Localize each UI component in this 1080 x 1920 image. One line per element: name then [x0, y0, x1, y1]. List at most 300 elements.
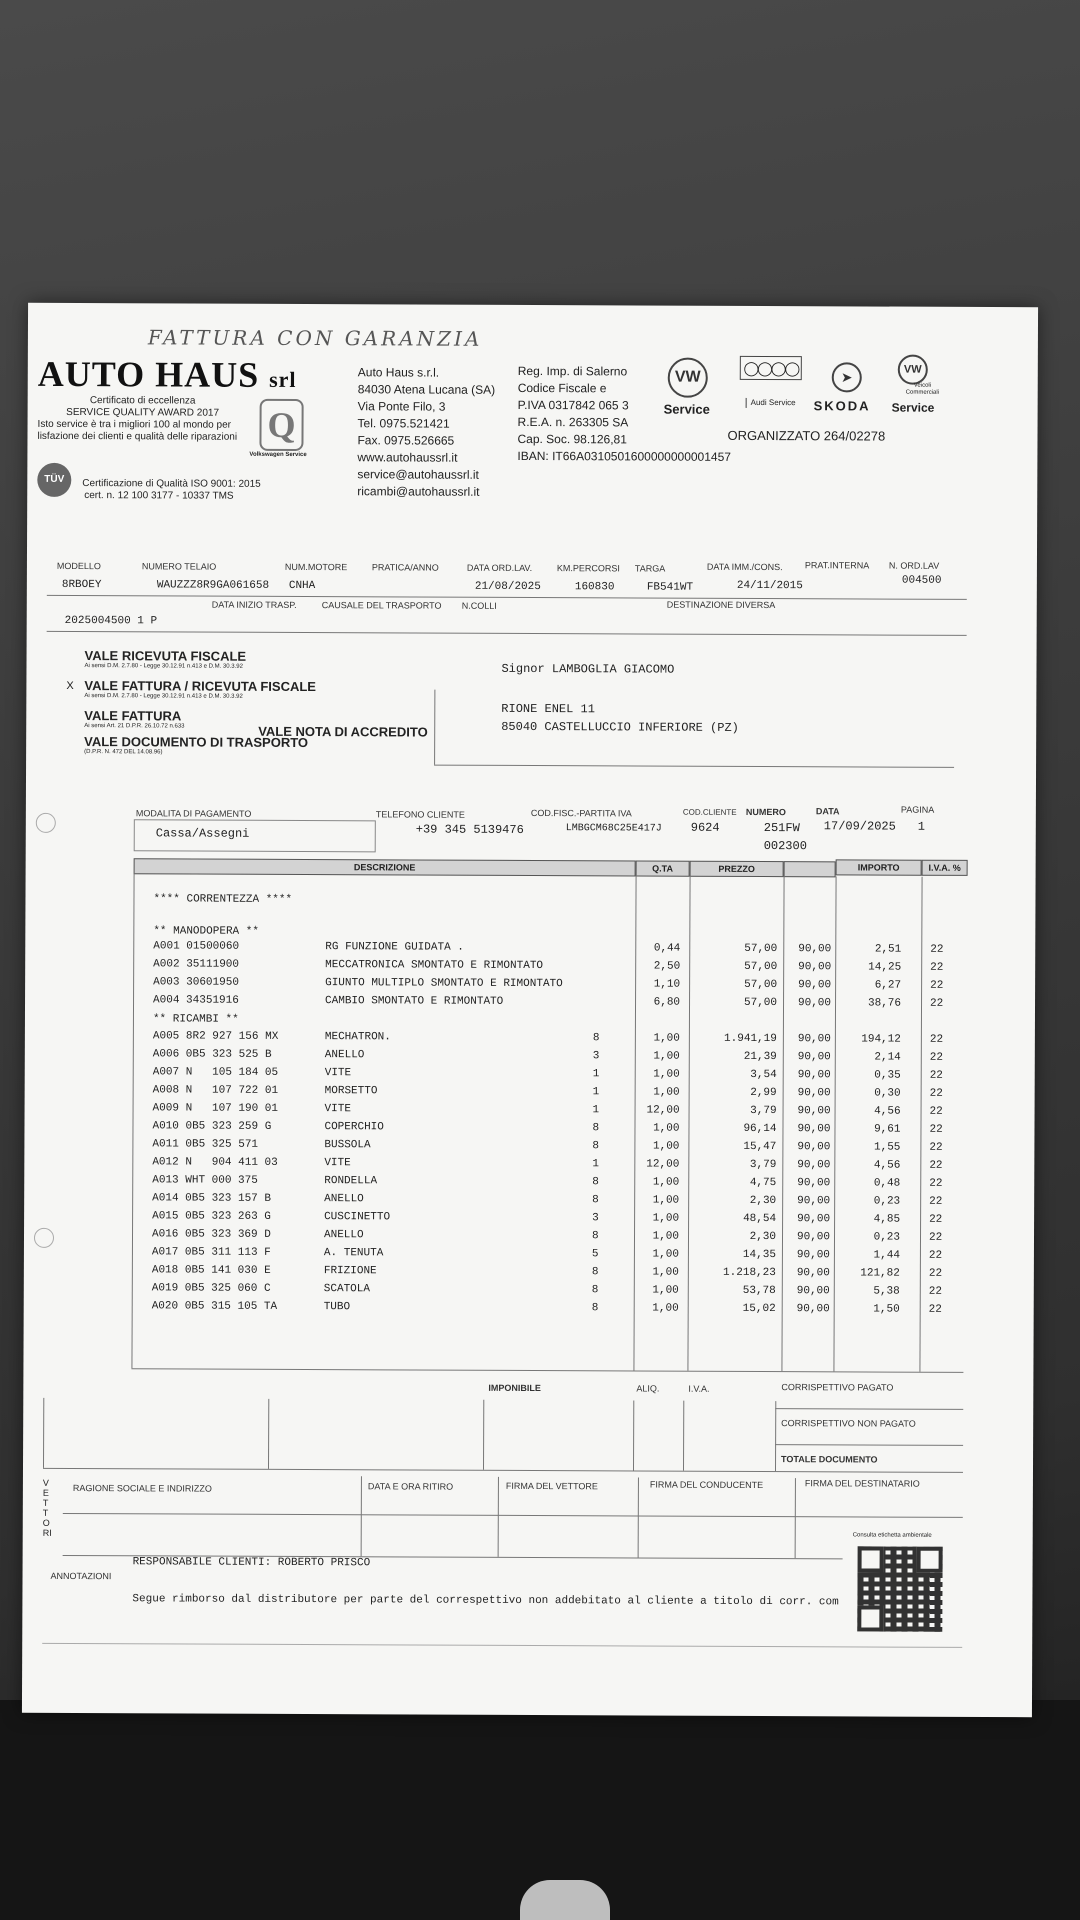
qr-finder	[857, 1605, 883, 1631]
award-line: Isto service è tra i migliori 100 al mondo per	[37, 418, 231, 431]
row-iva: 22	[928, 1249, 943, 1262]
grid-line	[795, 1478, 796, 1558]
row-prezzo: 57,00	[743, 996, 778, 1010]
row-category: 8	[592, 1140, 600, 1153]
row-importo: 5,38	[873, 1285, 900, 1298]
label-corr-non-pagato: CORRISPETTIVO NON PAGATO	[781, 1418, 916, 1429]
value-data-imm: 24/11/2015	[736, 579, 803, 593]
grid-line	[63, 1513, 963, 1518]
company-brand	[38, 353, 297, 396]
doc-type-option[interactable]	[46, 678, 376, 709]
label-motore: NUM.MOTORE	[284, 561, 348, 573]
organizzato-label: ORGANIZZATO 264/02278	[727, 427, 886, 444]
row-importo: 0,48	[873, 1177, 901, 1190]
label-firma-conducente: FIRMA DEL CONDUCENTE	[649, 1479, 764, 1491]
row-iva: 22	[929, 1213, 943, 1226]
company-address	[357, 364, 495, 501]
header-sconto	[784, 861, 836, 877]
label-data: DATA	[815, 806, 840, 817]
label-data-imm: DATA IMM./CONS.	[706, 561, 783, 573]
row-category: 8	[591, 1230, 599, 1243]
row-qta: 1,00	[652, 1230, 680, 1243]
row-category: 5	[591, 1248, 599, 1261]
vwc-line: Veicoli	[913, 382, 932, 389]
grid-line	[268, 1399, 269, 1469]
row-code: A019 0B5 325 060 C	[151, 1282, 271, 1295]
row-category: 8	[591, 1302, 599, 1315]
row-sconto: 90,00	[797, 1177, 831, 1190]
row-sconto: 90,00	[797, 1141, 831, 1154]
row-qta: 2,50	[653, 960, 681, 973]
audi-rings-icon: ◯◯◯◯	[740, 356, 802, 380]
row-prezzo: 4,75	[749, 1176, 777, 1190]
row-code: A013 WHT 000 375	[152, 1174, 258, 1187]
value-numero-1: 251FW	[763, 821, 800, 836]
address-line: ricambi@autohaussrl.it	[357, 484, 480, 499]
customer-block	[501, 660, 739, 737]
row-code: A014 0B5 323 157 B	[152, 1192, 272, 1205]
row-qta: 12,00	[646, 1104, 680, 1117]
tuv-logo: TÜV	[37, 463, 71, 497]
row-code: A018 0B5 141 030 E	[151, 1264, 271, 1277]
doc-type-title: VALE FATTURA	[84, 708, 182, 724]
divider	[434, 690, 435, 765]
punch-hole	[34, 1228, 54, 1248]
value-n-ord: 004500	[901, 574, 942, 587]
row-category: 8	[591, 1284, 599, 1297]
row-prezzo: 14,35	[742, 1248, 776, 1262]
label-km: KM.PERCORSI	[556, 563, 620, 574]
row-category: 3	[592, 1050, 600, 1063]
doc-type-list	[46, 648, 377, 765]
row-importo: 14,25	[868, 961, 902, 974]
row-category: 1	[592, 1086, 600, 1099]
row-desc: BUSSOLA	[324, 1139, 371, 1152]
row-prezzo: 53,78	[742, 1284, 776, 1298]
row-prezzo: 57,00	[744, 960, 778, 974]
label-pratica: PRATICA/ANNO	[371, 562, 439, 573]
row-desc: COPERCHIO	[324, 1121, 384, 1134]
row-qta: 1,10	[653, 978, 681, 991]
row-prezzo: 3,79	[749, 1158, 777, 1172]
label-data-ord: DATA ORD.LAV.	[466, 562, 533, 574]
row-desc: A. TENUTA	[323, 1247, 384, 1260]
award-block	[37, 395, 247, 444]
value-pratica-ref: 2025004500 1 P	[64, 614, 158, 628]
row-category: 1	[592, 1104, 600, 1117]
label-imponibile: IMPONIBILE	[488, 1382, 541, 1394]
doc-type-option[interactable]	[46, 648, 376, 679]
row-importo: 194,12	[861, 1033, 901, 1046]
reg-line: Reg. Imp. di Salerno	[517, 363, 628, 379]
doc-type-title: VALE RICEVUTA FISCALE	[84, 648, 247, 664]
reg-line: P.IVA 0317842 065 3	[517, 397, 629, 413]
row-qta: 1,00	[653, 1122, 680, 1135]
qr-finder	[917, 1547, 943, 1573]
row-code: A001 01500060	[153, 940, 240, 953]
row-importo: 2,51	[874, 943, 902, 956]
row-qta: 12,00	[646, 1158, 680, 1171]
row-desc: VITE	[324, 1067, 352, 1080]
row-sconto: 90,00	[797, 1051, 831, 1064]
row-importo: 0,35	[874, 1069, 901, 1082]
value-codfisc: LMBGCM68C25E417J	[565, 823, 662, 835]
row-iva: 22	[930, 979, 944, 992]
row-code: A004 34351916	[153, 994, 239, 1007]
vwc-line: Commerciali	[905, 389, 940, 396]
brand-name: AUTO HAUS	[37, 353, 260, 395]
section-manodopera: ** MANODOPERA **	[153, 925, 259, 938]
row-code: A008 N 107 722 01	[152, 1084, 279, 1097]
row-sconto: 90,00	[796, 1249, 830, 1262]
row-qta: 1,00	[652, 1302, 679, 1315]
row-code: A003 30601950	[153, 976, 239, 989]
grid-line	[43, 1398, 44, 1468]
divider	[42, 1643, 962, 1648]
row-qta: 1,00	[653, 1032, 680, 1045]
row-iva: 22	[929, 1159, 943, 1172]
row-prezzo: 48,54	[743, 1212, 777, 1226]
header-qta: Q.TA	[636, 860, 690, 876]
nota-credito-option[interactable]: VALE NOTA DI ACCREDITO	[258, 723, 428, 740]
row-iva: 22	[929, 1123, 943, 1136]
row-prezzo: 3,79	[750, 1104, 777, 1118]
row-category: 8	[592, 1176, 599, 1189]
row-qta: 1,00	[652, 1266, 679, 1279]
value-data-ord: 21/08/2025	[474, 580, 541, 594]
header-iva: I.V.A. %	[922, 860, 968, 876]
row-category: 8	[591, 1266, 599, 1279]
doc-type-title: VALE DOCUMENTO DI TRASPORTO	[84, 734, 309, 751]
row-sconto: 90,00	[797, 1033, 831, 1046]
award-line: lisfazione dei clienti e qualità delle riparazioni	[37, 430, 238, 443]
row-sconto: 90,00	[798, 979, 832, 992]
label-annotazioni: ANNOTAZIONI	[50, 1570, 112, 1582]
row-sconto: 90,00	[797, 1087, 831, 1100]
doc-type-note: Ai sensi D.M. 2.7.80 - Legge 30.12.91 n.413 e D.M. 30.3.92	[84, 693, 243, 700]
row-code: A020 0B5 315 105 TA	[151, 1300, 278, 1313]
label-codfisc: COD.FISC.-PARTITA IVA	[530, 808, 632, 819]
customer-name: Signor LAMBOGLIA GIACOMO	[501, 661, 675, 677]
label-ragione-sociale: RAGIONE SOCIALE E INDIRIZZO	[72, 1483, 212, 1494]
iso-cert	[82, 478, 261, 503]
qr-finder	[858, 1546, 884, 1572]
label-n-ord: N. ORD.LAV	[888, 560, 940, 571]
skoda-arrow-icon: ➤	[832, 362, 862, 392]
row-importo: 4,56	[873, 1159, 901, 1172]
row-importo: 0,23	[873, 1195, 901, 1208]
row-category: 1	[592, 1068, 600, 1081]
value-km: 160830	[574, 581, 615, 594]
row-prezzo: 1.941,19	[724, 1032, 777, 1046]
divider	[47, 631, 967, 636]
section-correntezza: **** CORRENTEZZA ****	[153, 893, 293, 906]
row-sconto: 90,00	[796, 1285, 830, 1298]
label-firma-vettore: FIRMA DEL VETTORE	[505, 1480, 598, 1492]
divider	[434, 765, 954, 768]
row-code: A005 8R2 927 156 MX	[152, 1030, 279, 1043]
row-desc: SCATOLA	[323, 1283, 371, 1296]
row-code: A002 35111900	[153, 958, 240, 971]
label-telaio: NUMERO TELAIO	[141, 561, 217, 572]
label-totale: TOTALE DOCUMENTO	[781, 1454, 878, 1465]
row-desc: ANELLO	[324, 1193, 364, 1206]
value-pagina: 1	[917, 819, 926, 834]
row-prezzo: 57,00	[744, 942, 778, 956]
row-importo: 9,61	[874, 1123, 901, 1136]
row-iva: 22	[929, 1069, 943, 1082]
row-importo: 1,44	[873, 1249, 900, 1262]
quality-q-logo: Q	[259, 399, 303, 451]
grid-line	[361, 1476, 362, 1556]
row-qta: 0,44	[653, 942, 681, 955]
row-code: A010 0B5 323 259 G	[152, 1120, 272, 1133]
row-code: A009 N 107 190 01	[152, 1102, 279, 1115]
row-qta: 1,00	[652, 1284, 679, 1297]
header-prezzo: PREZZO	[690, 861, 784, 877]
audi-service-label: Audi Service	[746, 398, 801, 408]
row-importo: 4,56	[874, 1105, 901, 1118]
row-iva: 22	[928, 1303, 942, 1316]
row-qta: 1,00	[652, 1176, 680, 1189]
label-corr-pagato: CORRISPETTIVO PAGATO	[781, 1382, 894, 1393]
row-sconto: 90,00	[797, 1195, 831, 1208]
row-code: A012 N 904 411 03	[152, 1156, 278, 1169]
label-modello: MODELLO	[56, 560, 101, 572]
row-sconto: 90,00	[796, 1267, 830, 1280]
row-iva: 22	[929, 1105, 943, 1118]
reg-line: Codice Fiscale e	[517, 380, 607, 396]
address-line: Fax. 0975.526665	[357, 433, 455, 448]
label-prat-int: PRAT.INTERNA	[804, 560, 870, 571]
section-ricambi: ** RICAMBI **	[152, 1013, 239, 1026]
doc-type-title: VALE FATTURA / RICEVUTA FISCALE	[84, 678, 317, 695]
row-iva: 22	[930, 961, 944, 974]
row-sconto: 90,00	[797, 997, 832, 1010]
row-iva: 22	[928, 1267, 943, 1280]
qr-code[interactable]	[857, 1546, 942, 1631]
row-prezzo: 15,47	[743, 1140, 777, 1154]
row-iva: 22	[930, 943, 944, 956]
row-code: A011 0B5 325 571	[152, 1138, 259, 1151]
row-desc: CAMBIO SMONTATO E RIMONTATO	[325, 995, 504, 1008]
row-code: A015 0B5 323 263 G	[152, 1210, 271, 1223]
row-prezzo: 1.218,23	[723, 1266, 776, 1280]
row-importo: 6,27	[874, 979, 902, 992]
row-iva: 22	[929, 1195, 943, 1208]
value-data: 17/09/2025	[823, 819, 896, 834]
customer-address-line: RIONE ENEL 11	[501, 701, 595, 717]
row-sconto: 90,00	[796, 1231, 831, 1244]
row-category: 8	[592, 1122, 600, 1135]
row-importo: 121,82	[860, 1267, 900, 1280]
vettori-vertical-label: VETTORI	[42, 1477, 52, 1538]
row-sconto: 90,00	[797, 1159, 831, 1172]
row-importo: 1,55	[873, 1141, 901, 1154]
row-iva: 22	[929, 1087, 943, 1100]
annotation-text: Segue rimborso dal distributore per parte del correspettivo non addebitato al cliente a titolo di corr. com	[132, 1593, 839, 1609]
grid-line	[775, 1401, 776, 1471]
value-numero-2: 002300	[763, 839, 807, 854]
row-desc: MECCATRONICA SMONTATO E RIMONTATO	[325, 959, 544, 973]
row-category: 8	[592, 1194, 599, 1207]
label-aliq: ALIQ.	[636, 1383, 660, 1394]
row-qta: 6,80	[653, 996, 681, 1009]
row-iva: 22	[929, 1141, 943, 1154]
row-prezzo: 2,30	[749, 1230, 777, 1244]
reg-line: R.E.A. n. 263305 SA	[517, 414, 629, 430]
label-numero: NUMERO	[745, 806, 786, 818]
row-sconto: 90,00	[798, 943, 832, 956]
skoda-label: SKODA	[813, 398, 871, 414]
row-iva: 22	[929, 1177, 943, 1190]
iso-line: Certificazione di Qualità ISO 9001: 2015	[82, 478, 261, 490]
grid-line	[775, 1408, 963, 1410]
row-prezzo: 57,00	[744, 978, 778, 992]
address-line: Auto Haus s.r.l.	[357, 365, 440, 380]
row-desc: FRIZIONE	[323, 1265, 377, 1278]
row-desc: ANELLO	[324, 1049, 365, 1062]
address-line: www.autohaussrl.it	[357, 450, 458, 465]
address-line: Via Ponte Filo, 3	[357, 399, 446, 414]
label-firma-destinatario: FIRMA DEL DESTINATARIO	[804, 1478, 920, 1489]
row-qta: 1,00	[652, 1248, 679, 1261]
row-importo: 4,85	[873, 1213, 901, 1226]
handwritten-note: FATTURA CON GARANZIA	[147, 325, 483, 351]
row-prezzo: 3,54	[750, 1068, 777, 1082]
grid-line	[43, 1468, 963, 1473]
grid-line	[638, 1477, 639, 1557]
row-desc: CUSCINETTO	[324, 1211, 391, 1224]
value-motore: CNHA	[288, 579, 316, 593]
award-line: SERVICE QUALITY AWARD 2017	[66, 406, 220, 419]
label-codcli: COD.CLIENTE	[682, 807, 737, 817]
label-colli: N.COLLI	[461, 600, 497, 611]
award-line: Certificato di eccellenza	[89, 395, 196, 407]
grid-line	[633, 1400, 634, 1470]
brand-suffix: srl	[269, 366, 297, 392]
label-dest: DESTINAZIONE DIVERSA	[666, 599, 776, 611]
value-codcli: 9624	[690, 820, 720, 835]
customer-address-line: 85040 CASTELLUCCIO INFERIORE (PZ)	[501, 719, 739, 735]
vw-commercial-label	[906, 383, 939, 397]
row-category: 8	[592, 1032, 600, 1045]
row-sconto: 90,00	[797, 1069, 831, 1082]
reg-line: Cap. Soc. 98.126,81	[517, 431, 627, 447]
row-category: 1	[592, 1158, 599, 1171]
value-targa: FB541WT	[646, 581, 694, 594]
row-qta: 1,00	[652, 1140, 680, 1153]
row-desc: MECHATRON.	[324, 1031, 391, 1044]
row-desc: RG FUNZIONE GUIDATA .	[325, 941, 464, 954]
grid-line	[683, 1401, 684, 1471]
row-desc: GIUNTO MULTIPLO SMONTATO E RIMONTATO	[325, 977, 563, 991]
row-importo: 0,23	[873, 1231, 901, 1244]
vw-service-label: Service	[663, 401, 710, 417]
invoice-paper	[22, 303, 1038, 1717]
row-iva: 22	[930, 997, 944, 1010]
header-descrizione: DESCRIZIONE	[134, 858, 636, 876]
label-data-ritiro: DATA E ORA RITIRO	[367, 1481, 454, 1492]
row-desc: VITE	[324, 1157, 351, 1170]
row-desc: TUBO	[323, 1301, 351, 1314]
row-sconto: 90,00	[797, 1213, 831, 1226]
divider	[47, 595, 967, 600]
row-importo: 2,14	[874, 1051, 901, 1064]
row-desc: VITE	[324, 1103, 351, 1116]
row-prezzo: 21,39	[743, 1050, 777, 1064]
row-qta: 1,00	[653, 1050, 680, 1063]
vw-logo: VW	[668, 358, 708, 398]
label-iva: I.V.A.	[688, 1383, 710, 1394]
grid-line	[498, 1477, 499, 1557]
row-iva: 22	[928, 1285, 943, 1298]
doc-type-note: Ai sensi D.M. 2.7.80 - Legge 30.12.91 n.413 e D.M. 30.3.92	[84, 663, 243, 670]
responsabile-clienti: RESPONSABILE CLIENTI: ROBERTO PRISCO	[132, 1556, 371, 1570]
vw-service-tag: Volkswagen Service	[249, 451, 307, 459]
row-prezzo: 2,30	[749, 1194, 777, 1208]
row-sconto: 90,00	[797, 1123, 831, 1136]
punch-hole	[36, 813, 56, 833]
value-modello: 8RBOEY	[61, 578, 102, 592]
row-code: A006 0B5 323 525 B	[152, 1048, 272, 1061]
row-importo: 1,50	[873, 1303, 900, 1316]
row-desc: MORSETTO	[324, 1085, 378, 1098]
row-sconto: 90,00	[797, 1105, 831, 1118]
iso-line: cert. n. 12 100 3177 - 10337 TMS	[84, 490, 234, 502]
row-iva: 22	[929, 1033, 944, 1046]
row-desc: ANELLO	[323, 1229, 364, 1242]
label-data-trasp: DATA INIZIO TRASP.	[211, 599, 297, 610]
grid-line	[131, 1368, 963, 1373]
table-row	[24, 1300, 1034, 1322]
reg-line: IBAN: IT66A0310501600000000001457	[517, 448, 731, 464]
doc-type-note: Ai sensi Art. 21 D.P.R. 26.10.72 n.633	[84, 723, 185, 730]
label-pagina: PAGINA	[900, 804, 935, 815]
row-code: A007 N 105 184 05	[152, 1066, 279, 1079]
row-importo: 0,30	[874, 1087, 901, 1100]
row-iva: 22	[928, 1231, 943, 1244]
address-line: Tel. 0975.521421	[357, 416, 450, 431]
row-qta: 1,00	[652, 1194, 680, 1207]
row-sconto: 90,00	[798, 961, 832, 974]
grid-line	[775, 1444, 963, 1446]
vw-commercial-logo: VW	[898, 355, 928, 385]
row-iva: 22	[929, 1051, 944, 1064]
row-prezzo: 96,14	[743, 1122, 777, 1136]
row-desc: RONDELLA	[324, 1175, 378, 1188]
value-telaio: WAUZZZ8R9GA061658	[156, 579, 270, 592]
row-category: 3	[592, 1212, 599, 1225]
label-telefono: TELEFONO CLIENTE	[375, 809, 465, 820]
row-prezzo: 15,02	[742, 1302, 776, 1316]
label-causale: CAUSALE DEL TRASPORTO	[321, 600, 442, 611]
row-code: A016 0B5 323 369 D	[151, 1228, 271, 1241]
qr-caption: Consulta etichetta ambientale	[852, 1532, 932, 1539]
row-qta: 1,00	[653, 1086, 680, 1099]
doc-type-note: (D.P.R. N. 472 DEL 14.08.96)	[84, 749, 163, 756]
vw-commercial-service-label: Service	[891, 400, 935, 415]
row-sconto: 90,00	[796, 1303, 830, 1316]
label-targa: TARGA	[634, 563, 666, 574]
row-prezzo: 2,99	[750, 1086, 777, 1100]
row-qta: 1,00	[653, 1068, 680, 1081]
value-telefono: +39 345 5139476	[415, 822, 524, 837]
label-modalita: MODALITA DI PAGAMENTO	[135, 808, 252, 819]
header-importo: IMPORTO	[836, 859, 922, 875]
address-line: service@autohaussrl.it	[357, 467, 479, 482]
address-line: 84030 Atena Lucana (SA)	[357, 382, 496, 397]
